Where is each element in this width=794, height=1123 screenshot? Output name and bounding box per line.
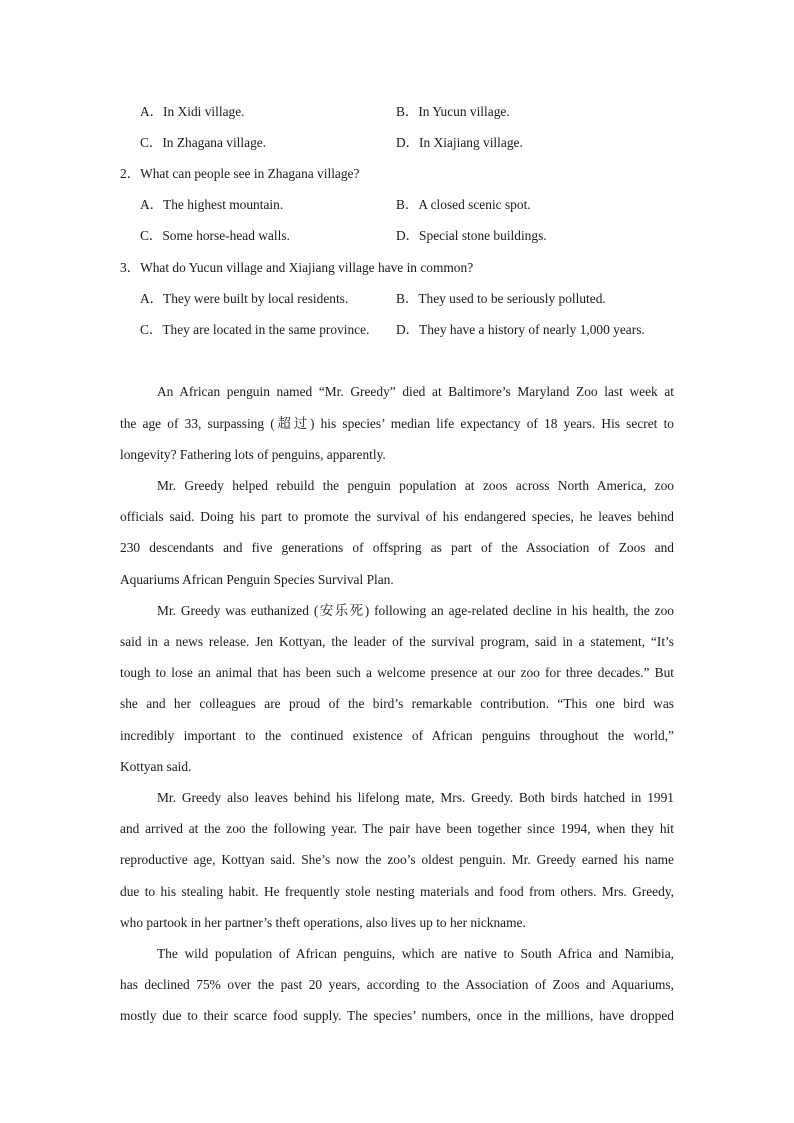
q2-option-d: D．Special stone buildings. <box>396 228 547 243</box>
passage-p1-line-2: the age of 33, surpassing (超过) his species’ median life expectancy of 18 years. His secret to <box>120 416 674 431</box>
passage-p4-line-1: Mr. Greedy also leaves behind his lifelong mate, Mrs. Greedy. Both birds hatched in 1991 <box>157 790 674 805</box>
passage-p3-line-1: Mr. Greedy was euthanized (安乐死) following an age-related decline in his health, the zoo <box>157 603 674 618</box>
q1-option-d: D．In Xiajiang village. <box>396 135 523 150</box>
passage-p4-line-5: who partook in her partner’s theft operations, also lives up to her nickname. <box>120 915 526 930</box>
q3-option-b: B．They used to be seriously polluted. <box>396 291 606 306</box>
passage-p2-line-2: officials said. Doing his part to promote the survival of his endangered species, he leaves behind <box>120 509 674 524</box>
passage-p5-line-2: has declined 75% over the past 20 years, according to the Association of Zoos and Aquariums, <box>120 977 674 992</box>
passage-p1-line-3: longevity? Fathering lots of penguins, apparently. <box>120 447 386 462</box>
q1-option-b: B．In Yucun village. <box>396 104 510 119</box>
q2-option-b: B．A closed scenic spot. <box>396 197 531 212</box>
passage-p3-line-3: tough to lose an animal that has been such a welcome presence at our zoo for three decades.” But <box>120 665 674 680</box>
passage-p2-line-4: Aquariums African Penguin Species Survival Plan. <box>120 572 394 587</box>
passage-p4-line-4: due to his stealing habit. He frequently stole nesting materials and food from others. Mrs. Greedy, <box>120 884 674 899</box>
q3-option-c: C．They are located in the same province. <box>140 322 370 337</box>
passage-p4-line-2: and arrived at the zoo the following year. The pair have been together since 1994, when they hit <box>120 821 674 836</box>
q2-option-c: C．Some horse-head walls. <box>140 228 290 243</box>
q3-question: 3．What do Yucun village and Xiajiang village have in common? <box>120 260 474 275</box>
q2-option-a: A．The highest mountain. <box>140 197 284 212</box>
passage-p3-line-2: said in a news release. Jen Kottyan, the leader of the survival program, said in a statement, “It’s <box>120 634 674 649</box>
passage-p3-line-5: incredibly important to the continued existence of African penguins throughout the world,” <box>120 728 674 743</box>
q3-option-d: D．They have a history of nearly 1,000 years. <box>396 322 645 337</box>
q2-question: 2．What can people see in Zhagana village? <box>120 166 360 181</box>
q3-option-a: A．They were built by local residents. <box>140 291 349 306</box>
passage-p2-line-1: Mr. Greedy helped rebuild the penguin population at zoos across North America, zoo <box>157 478 674 493</box>
passage-p2-line-3: 230 descendants and five generations of offspring as part of the Association of Zoos and <box>120 540 674 555</box>
passage-p5-line-3: mostly due to their scarce food supply. The species’ numbers, once in the millions, have dropped <box>120 1008 674 1023</box>
q1-option-a: A．In Xidi village. <box>140 104 245 119</box>
q1-option-c: C．In Zhagana village. <box>140 135 267 150</box>
passage-p1-line-1: An African penguin named “Mr. Greedy” died at Baltimore’s Maryland Zoo last week at <box>157 384 674 399</box>
passage-p4-line-3: reproductive age, Kottyan said. She’s now the zoo’s oldest penguin. Mr. Greedy earned his name <box>120 852 674 867</box>
passage-p5-line-1: The wild population of African penguins, which are native to South Africa and Namibia, <box>157 946 674 961</box>
passage-p3-line-4: she and her colleagues are proud of the bird’s remarkable contribution. “This one bird was <box>120 696 674 711</box>
passage-p3-line-6: Kottyan said. <box>120 759 192 774</box>
